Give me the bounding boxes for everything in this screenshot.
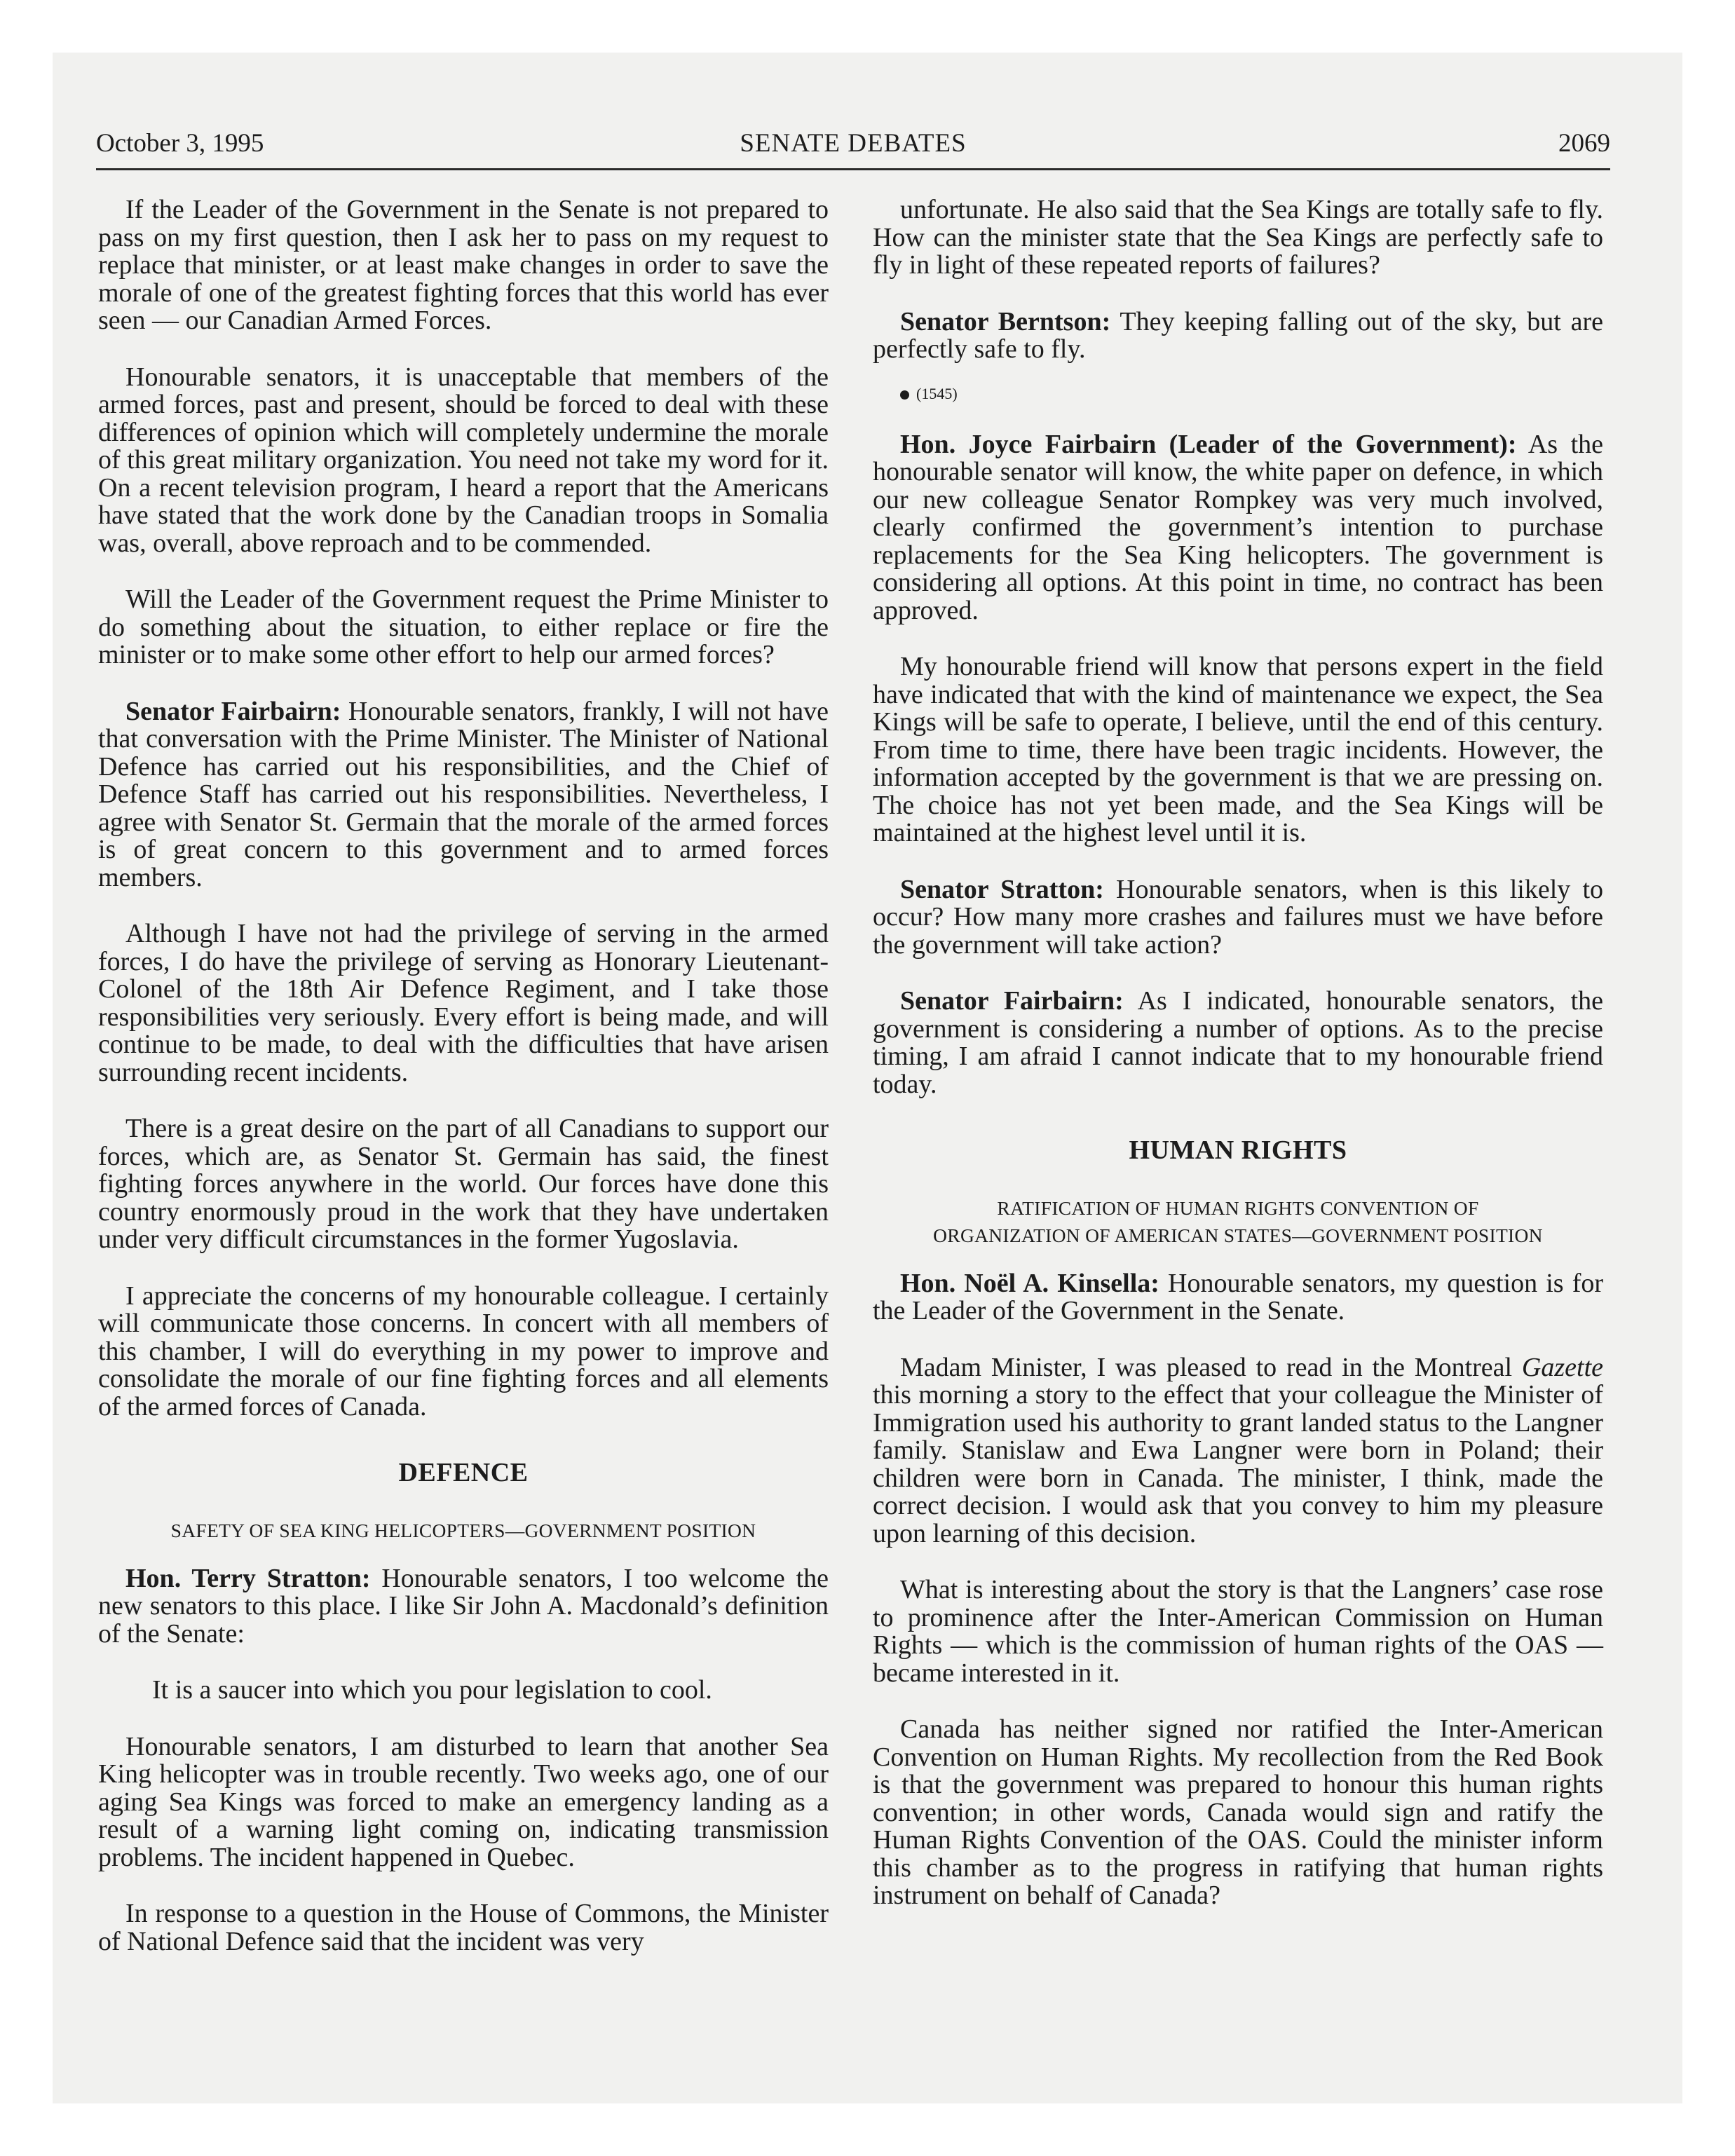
paragraph [873,988,1603,1098]
speaker-name: Senator Berntson: [900,306,1111,336]
paragraph [873,876,1603,960]
publication-title: Gazette [1521,1352,1603,1382]
page-sheet [53,53,1682,2103]
speech-text: Honourable senators, my question is for the Leader of the Government in the Senate. [873,1268,1603,1325]
speaker-name: Senator Fairbairn: [900,986,1124,1016]
speech-text: As the honourable senator will know, the white paper on defence, in which our new colleague Senator Rompkey was very much involved, clearly confirmed the government’s intention to purchase replacements for the Sea King helicopters. The government is considering all options. At this point in time, no contract has been approved. [873,429,1603,625]
speech-text: Madam Minister, I was pleased to read in the Montreal [900,1352,1522,1382]
paragraph [873,431,1603,625]
bullet-icon [900,390,909,400]
paragraph: In response to a question in the House of Commons, the Minister of National Defence said that the incident was very [98,1899,829,1956]
page-number: 2069 [1558,129,1610,158]
paragraph: If the Leader of the Government in the Senate is not prepared to pass on my first question, then I ask her to pass on my request to replace that minister, or at least make changes in order to save the morale of one of the greatest fighting forces that this world has ever seen — our Canadian Armed Forces. [98,195,829,335]
paragraph [873,1354,1603,1548]
header-title: SENATE DEBATES [740,129,967,158]
speech-text: As I indicated, honourable senators, the government is considering a number of options. As to the precise timing, I am afraid I cannot indicate that to my honourable friend today. [873,986,1603,1099]
paragraph: Although I have not had the privilege of serving in the armed forces, I do have the privilege of serving as Honorary Lieutenant-Colonel of the 18th Air Defence Regiment, and I take those responsibilities very seriously. Every effort is being made, and will continue to be made, to deal with the difficulties that have arisen surrounding recent incidents. [98,919,829,1087]
speaker-name: Senator Fairbairn: [125,696,341,726]
section-heading: HUMAN RIGHTS [1129,1135,1347,1165]
subsection-heading [873,1194,1603,1249]
speech-text: They keeping falling out of the sky, but are perfectly safe to fly. [873,306,1603,364]
paragraph: Canada has neither signed nor ratified the Inter-American Convention on Human Rights. My recollection from the Red Book is that the government was prepared to honour this human rights convention; in other words, Canada would sign and ratify the Human Rights Convention of the OAS. Could the minister inform this chamber as to the progress in ratifying that human rights instrument on behalf of Canada? [873,1714,1603,1910]
timestamp-marker [900,383,1603,404]
subsection-line: ORGANIZATION OF AMERICAN STATES—GOVERNMENT POSITION [933,1224,1543,1246]
block-quote: It is a saucer into which you pour legislation to cool. [152,1675,712,1705]
right-column [873,196,1603,1939]
speaker-name: Senator Stratton: [900,874,1104,904]
paragraph [873,308,1603,364]
paragraph: There is a great desire on the part of all Canadians to support our forces, which are, as Senator St. Germain has said, the finest fighting forces anywhere in the world. Our forces have done this country enormously proud in the work that they have undertaken under very difficult circumstances in the former Yugoslavia. [98,1114,829,1254]
header-date: October 3, 1995 [96,129,264,158]
speaker-name: Hon. Noël A. Kinsella: [900,1268,1159,1298]
running-header [96,126,1610,170]
paragraph: I appreciate the concerns of my honourable colleague. I certainly will communicate those concerns. In concert with all members of this chamber, I will do everything in my power to improve and consolidate the morale of our fine fighting forces and all elements of the armed forces of Canada. [98,1281,829,1421]
paragraph [98,1565,829,1649]
paragraph: Honourable senators, it is unacceptable that members of the armed forces, past and present, should be forced to deal with these differences of opinion which will completely undermine the morale of this great military organization. You need not take my word for it. On a recent television program, I heard a report that the Americans have stated that the work done by the Canadian troops in Somalia was, overall, above reproach and to be commended. [98,362,829,558]
paragraph: Honourable senators, I am disturbed to learn that another Sea King helicopter was in trouble recently. Two weeks ago, one of our aging Sea Kings was forced to make an emergency landing as a result of a warning light coming on, indicating transmission problems. The incident happened in Quebec. [98,1731,829,1872]
paragraph: Will the Leader of the Government request the Prime Minister to do something about the situation, to either replace or fire the minister or to make some other effort to help our armed forces? [98,585,829,669]
paragraph [873,1270,1603,1325]
speaker-name: Hon. Joyce Fairbairn (Leader of the Government): [900,429,1517,459]
paragraph: unfortunate. He also said that the Sea Kings are totally safe to fly. How can the minister state that the Sea Kings are perfectly safe to fly in light of these repeated reports of failures? [873,195,1603,280]
speaker-name: Hon. Terry Stratton: [125,1563,371,1593]
subsection-heading: SAFETY OF SEA KING HELICOPTERS—GOVERNMENT POSITION [170,1519,756,1541]
section-heading: DEFENCE [398,1458,529,1487]
speech-text: Honourable senators, when is this likely to occur? How many more crashes and failures must we have before the government will take action? [873,874,1604,960]
paragraph: My honourable friend will know that persons expert in the field have indicated that with the kind of maintenance we expect, the Sea Kings will be safe to operate, I believe, until the end of this century. From time to time, there have been tragic incidents. However, the information accepted by the government is that we are pressing on. The choice has not yet been made, and the Sea Kings will be maintained at the highest level until it is. [873,652,1603,847]
left-column [98,196,829,1984]
paragraph [98,698,829,892]
timestamp-text: (1545) [916,384,958,402]
subsection-line: RATIFICATION OF HUMAN RIGHTS CONVENTION OF [997,1196,1479,1219]
speech-text: Honourable senators, frankly, I will not have that conversation with the Prime Minister. The Minister of National Defence has carried out his responsibilities, and the Chief of Defence Staff has carried out his responsibilities. Nevertheless, I agree with Senator St. Germain that the morale of the armed forces is of great concern to this government and to armed forces members. [98,696,829,892]
speech-text: Honourable senators, I too welcome the new senators to this place. I like Sir John A. Macdonald’s definition of the Senate: [98,1563,829,1649]
speech-text: this morning a story to the effect that your colleague the Minister of Immigration used his authority to grant landed status to the Langner family. Stanislaw and Ewa Langner were born in Poland; their children were born in Canada. The minister, I think, made the correct decision. I would ask that you convey to him my pleasure upon learning of this decision. [873,1380,1603,1548]
paragraph: What is interesting about the story is that the Langners’ case rose to prominence after the Inter-American Commission on Human Rights — which is the commission of human rights of the OAS — became interested in it. [873,1575,1603,1688]
